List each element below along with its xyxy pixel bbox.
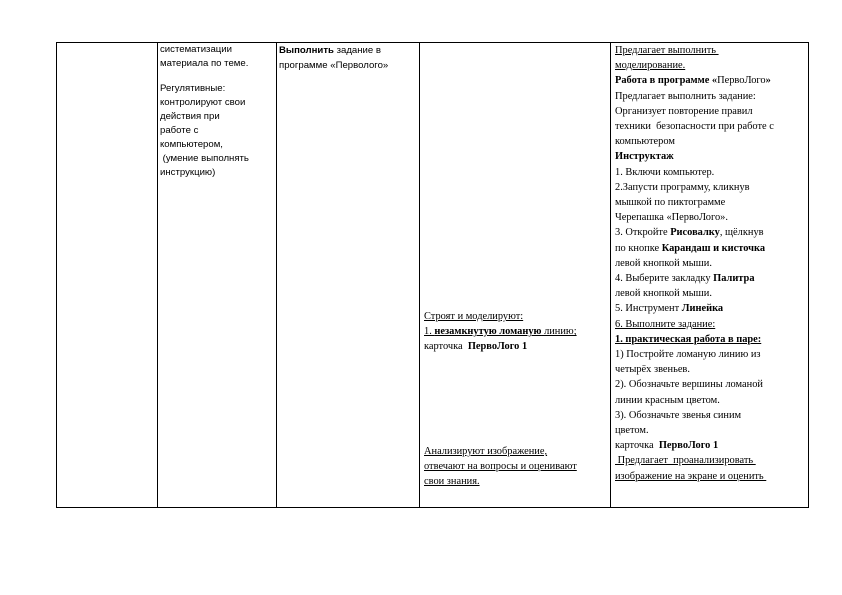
cell-text: цветом. <box>615 425 649 437</box>
cell-text: Инструктаж <box>615 151 674 163</box>
cell-text: 1) Постройте ломаную линию из <box>615 349 761 361</box>
cell-text: действия при <box>160 111 220 122</box>
cell-text <box>424 324 608 339</box>
cell-text: программе «Перволого» <box>279 60 389 71</box>
text-part: , щёлкнув <box>719 227 764 239</box>
cell-text: компьютером <box>615 136 675 148</box>
text-part: ПервоЛого <box>717 75 766 87</box>
lesson-plan-table <box>56 42 809 508</box>
text-part: линию; <box>541 326 577 338</box>
cell-text: 6. Выполните задание: <box>615 318 716 330</box>
text-part: по кнопке <box>615 242 662 254</box>
cell-text: изображение на экране и оценить <box>615 470 767 482</box>
cell-text: материала по теме. <box>160 58 249 69</box>
cell-text: компьютером, <box>160 139 223 150</box>
task-verb: Выполнить <box>279 45 334 56</box>
cell-text: мышкой по пиктограмме <box>615 197 726 209</box>
cell-text: (умение выполнять <box>160 153 249 164</box>
text-part: незамкнутую ломаную <box>434 326 542 338</box>
table-cell-student-activity <box>420 43 611 508</box>
text-part: 1. <box>424 326 435 338</box>
text-part: Карандаш и кисточка <box>661 242 766 254</box>
table-row <box>57 43 809 508</box>
text-part: 4. Выберите закладку <box>615 273 714 285</box>
cell-text <box>615 301 806 316</box>
cell-text: отвечают на вопросы и оценивают <box>424 461 577 473</box>
cell-text <box>615 271 806 286</box>
task-rest: задание в <box>333 45 382 56</box>
cell-text: Предлагает выполнить задание: <box>615 90 756 102</box>
text-part: 5. Инструмент <box>615 303 682 315</box>
cell-text <box>615 225 806 240</box>
cell-text: Организует повторение правил <box>615 105 753 117</box>
cell-text: Анализируют изображение, <box>424 446 548 457</box>
cell-text: работе с <box>160 125 199 136</box>
cell-text: свои знания. <box>424 476 480 488</box>
cell-text: левой кнопкой мыши. <box>615 288 712 300</box>
cell-text <box>615 73 806 88</box>
cell-text: 1. Включи компьютер. <box>615 166 715 178</box>
cell-text <box>615 438 806 453</box>
table-cell-competencies <box>158 43 277 508</box>
cell-text: Предлагает проанализировать <box>615 455 756 467</box>
cell-text: контролируют свои <box>160 97 246 108</box>
cell-text: 2). Обозначьте вершины ломаной <box>615 379 763 391</box>
cell-text: 2.Запусти программу, кликнув <box>615 181 750 193</box>
text-part: Линейка <box>681 303 724 315</box>
cell-text: моделирование. <box>615 60 686 72</box>
text-part: Палитра <box>713 273 755 285</box>
cell-text: линии красным цветом. <box>615 394 720 406</box>
text-part: Рисовалку <box>670 227 720 239</box>
cell-text <box>615 241 806 256</box>
cell-text: Черепашка «ПервоЛого». <box>615 212 728 224</box>
text-part: карточка <box>615 440 659 452</box>
cell-text <box>424 339 608 354</box>
cell-text: 1. практическая работа в паре: <box>615 333 762 345</box>
cell-text: 3). Обозначьте звенья синим <box>615 409 742 421</box>
cell-text: инструкцию) <box>160 167 216 178</box>
text-part: Работа в программе « <box>615 75 718 87</box>
cell-text <box>279 43 417 58</box>
cell-text: Строят и моделируют: <box>424 311 524 322</box>
cell-text: систематизации <box>160 44 232 55</box>
cell-text: Регулятивные: <box>160 83 226 94</box>
text-part: ПервоЛого 1 <box>658 440 719 452</box>
cell-text: четырёх звеньев. <box>615 364 690 376</box>
table-cell-empty <box>57 43 158 508</box>
table-cell-teacher-activity <box>611 43 809 508</box>
text-part: ПервоЛого 1 <box>467 341 528 353</box>
cell-text: левой кнопкой мыши. <box>615 257 712 269</box>
cell-text: техники безопасности при работе с <box>615 121 774 133</box>
text-part: карточка <box>424 341 468 353</box>
text-part: 3. Откройте <box>615 227 671 239</box>
text-part: » <box>765 75 771 87</box>
cell-text: Предлагает выполнить <box>615 45 719 56</box>
table-cell-task <box>277 43 420 508</box>
